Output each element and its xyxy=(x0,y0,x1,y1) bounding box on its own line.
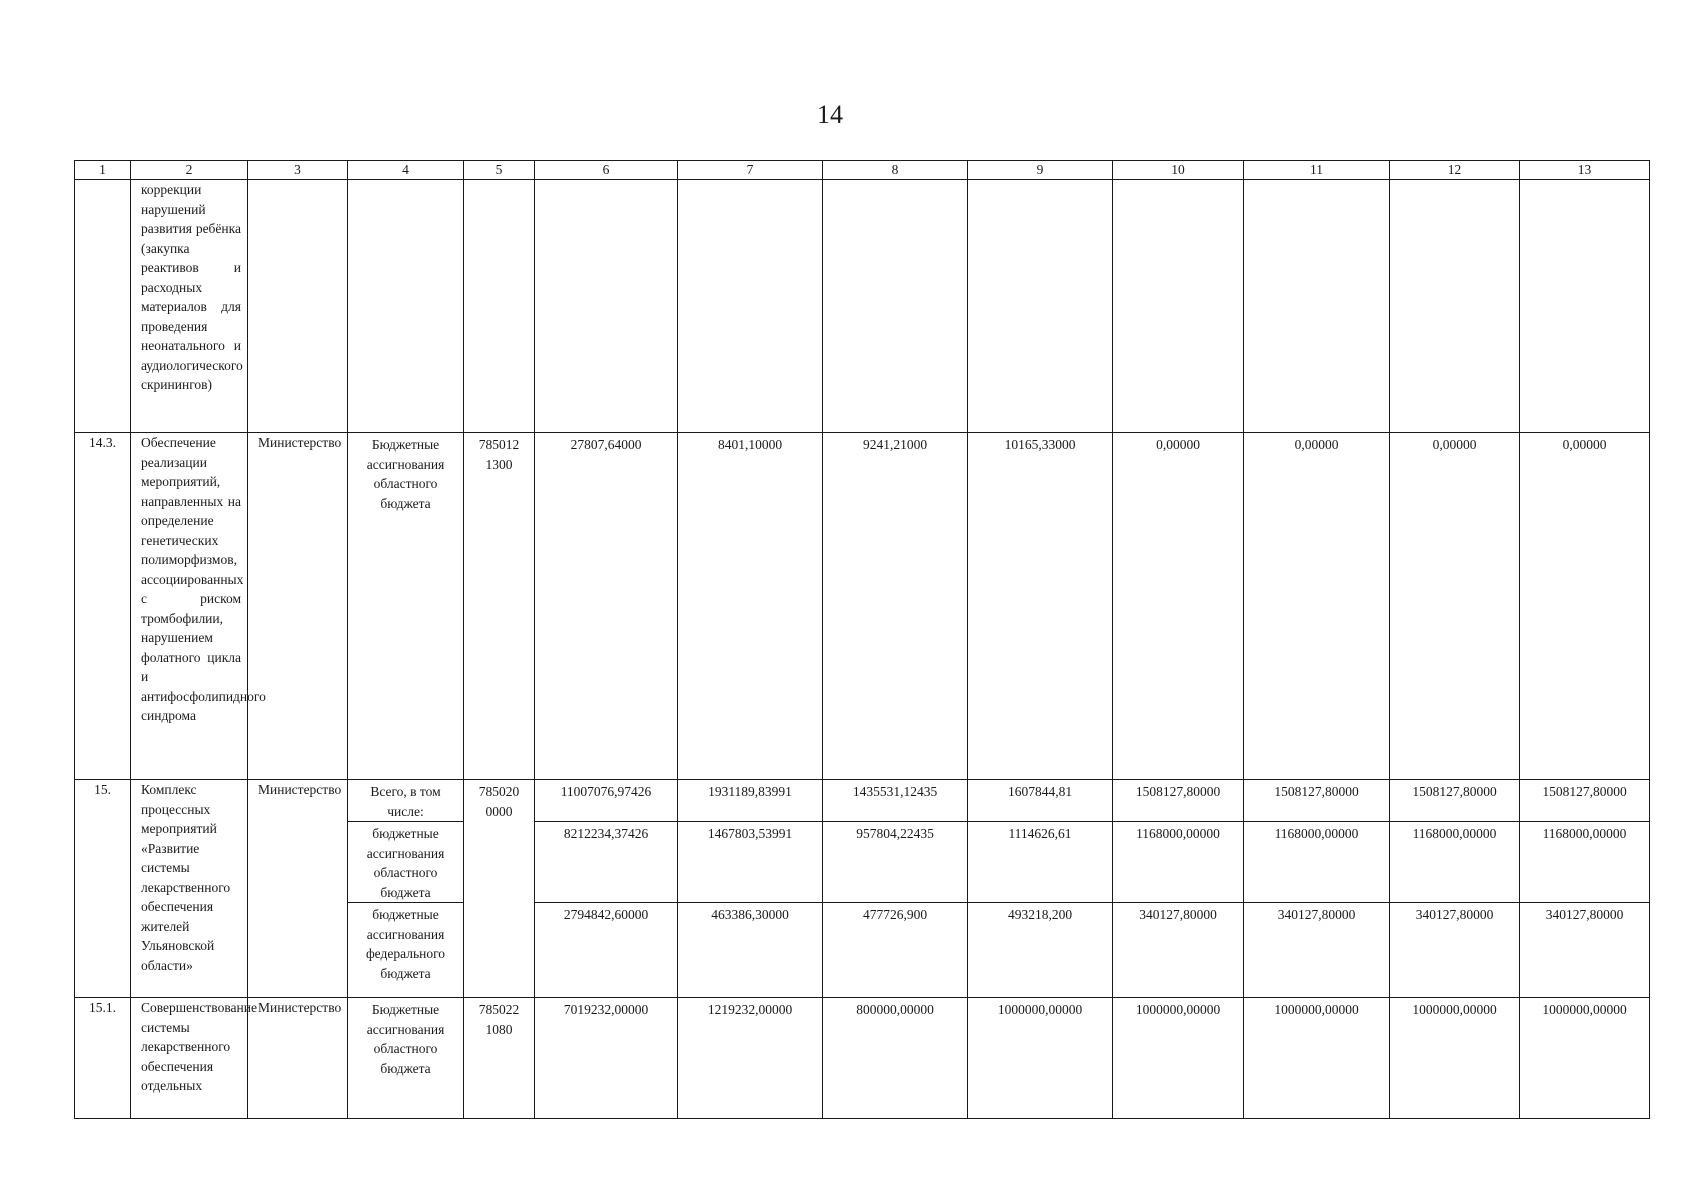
table-row-continuation xyxy=(75,180,1650,433)
value-col-6: 7019232,00000 xyxy=(535,998,678,1119)
value-col-7: 1219232,00000 xyxy=(678,998,823,1119)
budget-table xyxy=(74,160,1650,1119)
funding-source: Бюджетные ассигнования областного бюджета xyxy=(348,433,464,780)
value-col-6: 8212234,37426 xyxy=(535,822,678,903)
row-number: 15. xyxy=(75,780,131,998)
value-col-12: 1168000,00000 xyxy=(1390,822,1520,903)
source-cell xyxy=(348,180,464,433)
funding-source: бюджетные ассигнования областного бюджета xyxy=(348,822,464,903)
row-description: Совершенствование системы лекарственного обеспечения отдельных xyxy=(131,998,248,1119)
row-description: Обеспечение реализации мероприятий, направленных на определение генетических полиморфизмов, ассоциированных с риском тромбофилии, нарушением фолатного цикла и антифосфолипидного синдрома xyxy=(131,433,248,780)
value-col-11: 1508127,80000 xyxy=(1244,780,1390,822)
column-header: 8 xyxy=(823,161,968,180)
value-col-12: 340127,80000 xyxy=(1390,903,1520,998)
executor: Министерство xyxy=(248,998,348,1119)
table-header-row xyxy=(75,161,1650,180)
value-col-6: 2794842,60000 xyxy=(535,903,678,998)
value-col-7: 8401,10000 xyxy=(678,433,823,780)
value-col-10: 1000000,00000 xyxy=(1113,998,1244,1119)
value-col-11: 1168000,00000 xyxy=(1244,822,1390,903)
funding-source: бюджетные ассигнования федерального бюджета xyxy=(348,903,464,998)
value-cell xyxy=(678,180,823,433)
row-number: 14.3. xyxy=(75,433,131,780)
value-col-12: 1508127,80000 xyxy=(1390,780,1520,822)
value-col-9: 1000000,00000 xyxy=(968,998,1113,1119)
value-col-8: 957804,22435 xyxy=(823,822,968,903)
budget-code: 785020 0000 xyxy=(464,780,535,998)
value-col-8: 477726,900 xyxy=(823,903,968,998)
value-col-9: 1114626,61 xyxy=(968,822,1113,903)
value-col-13: 1508127,80000 xyxy=(1520,780,1650,822)
budget-code: 785012 1300 xyxy=(464,433,535,780)
column-header: 5 xyxy=(464,161,535,180)
value-col-9: 493218,200 xyxy=(968,903,1113,998)
row-description: Комплекс процессных мероприятий «Развитие системы лекарственного обеспечения жителей Ульяновской области» xyxy=(131,780,248,998)
value-cell xyxy=(1113,180,1244,433)
executor: Министерство xyxy=(248,433,348,780)
value-col-7: 463386,30000 xyxy=(678,903,823,998)
executor-cell xyxy=(248,180,348,433)
code-cell xyxy=(464,180,535,433)
value-col-8: 1435531,12435 xyxy=(823,780,968,822)
value-col-12: 1000000,00000 xyxy=(1390,998,1520,1119)
table-row-15-total xyxy=(75,780,1650,822)
row-number-cell xyxy=(75,180,131,433)
value-col-10: 0,00000 xyxy=(1113,433,1244,780)
value-col-10: 340127,80000 xyxy=(1113,903,1244,998)
value-cell xyxy=(1520,180,1650,433)
value-col-11: 1000000,00000 xyxy=(1244,998,1390,1119)
value-cell xyxy=(823,180,968,433)
value-col-6: 11007076,97426 xyxy=(535,780,678,822)
value-col-9: 10165,33000 xyxy=(968,433,1113,780)
column-header: 10 xyxy=(1113,161,1244,180)
value-col-13: 1000000,00000 xyxy=(1520,998,1650,1119)
column-header: 6 xyxy=(535,161,678,180)
value-cell xyxy=(968,180,1113,433)
value-col-9: 1607844,81 xyxy=(968,780,1113,822)
budget-code: 785022 1080 xyxy=(464,998,535,1119)
column-header: 12 xyxy=(1390,161,1520,180)
funding-source: Бюджетные ассигнования областного бюджета xyxy=(348,998,464,1119)
column-header: 13 xyxy=(1520,161,1650,180)
value-cell xyxy=(1244,180,1390,433)
row-number: 15.1. xyxy=(75,998,131,1119)
column-header: 4 xyxy=(348,161,464,180)
value-col-10: 1508127,80000 xyxy=(1113,780,1244,822)
column-header: 3 xyxy=(248,161,348,180)
value-col-11: 340127,80000 xyxy=(1244,903,1390,998)
column-header: 9 xyxy=(968,161,1113,180)
column-header: 7 xyxy=(678,161,823,180)
value-col-8: 800000,00000 xyxy=(823,998,968,1119)
column-header: 2 xyxy=(131,161,248,180)
value-cell xyxy=(1390,180,1520,433)
value-col-13: 0,00000 xyxy=(1520,433,1650,780)
table-row-15-1 xyxy=(75,998,1650,1119)
executor: Министерство xyxy=(248,780,348,998)
page-number: 14 xyxy=(817,100,843,129)
value-col-7: 1931189,83991 xyxy=(678,780,823,822)
column-header: 11 xyxy=(1244,161,1390,180)
column-header: 1 xyxy=(75,161,131,180)
value-col-13: 1168000,00000 xyxy=(1520,822,1650,903)
value-col-7: 1467803,53991 xyxy=(678,822,823,903)
value-col-10: 1168000,00000 xyxy=(1113,822,1244,903)
value-col-12: 0,00000 xyxy=(1390,433,1520,780)
value-cell xyxy=(535,180,678,433)
value-col-13: 340127,80000 xyxy=(1520,903,1650,998)
funding-source: Всего, в том числе: xyxy=(348,780,464,822)
value-col-8: 9241,21000 xyxy=(823,433,968,780)
value-col-6: 27807,64000 xyxy=(535,433,678,780)
row-description: коррекции нарушений развития ребёнка (закупка реактивов и расходных материалов для проведения неонатального и аудиологического скринингов) xyxy=(131,180,248,433)
table-row-14-3 xyxy=(75,433,1650,780)
value-col-11: 0,00000 xyxy=(1244,433,1390,780)
